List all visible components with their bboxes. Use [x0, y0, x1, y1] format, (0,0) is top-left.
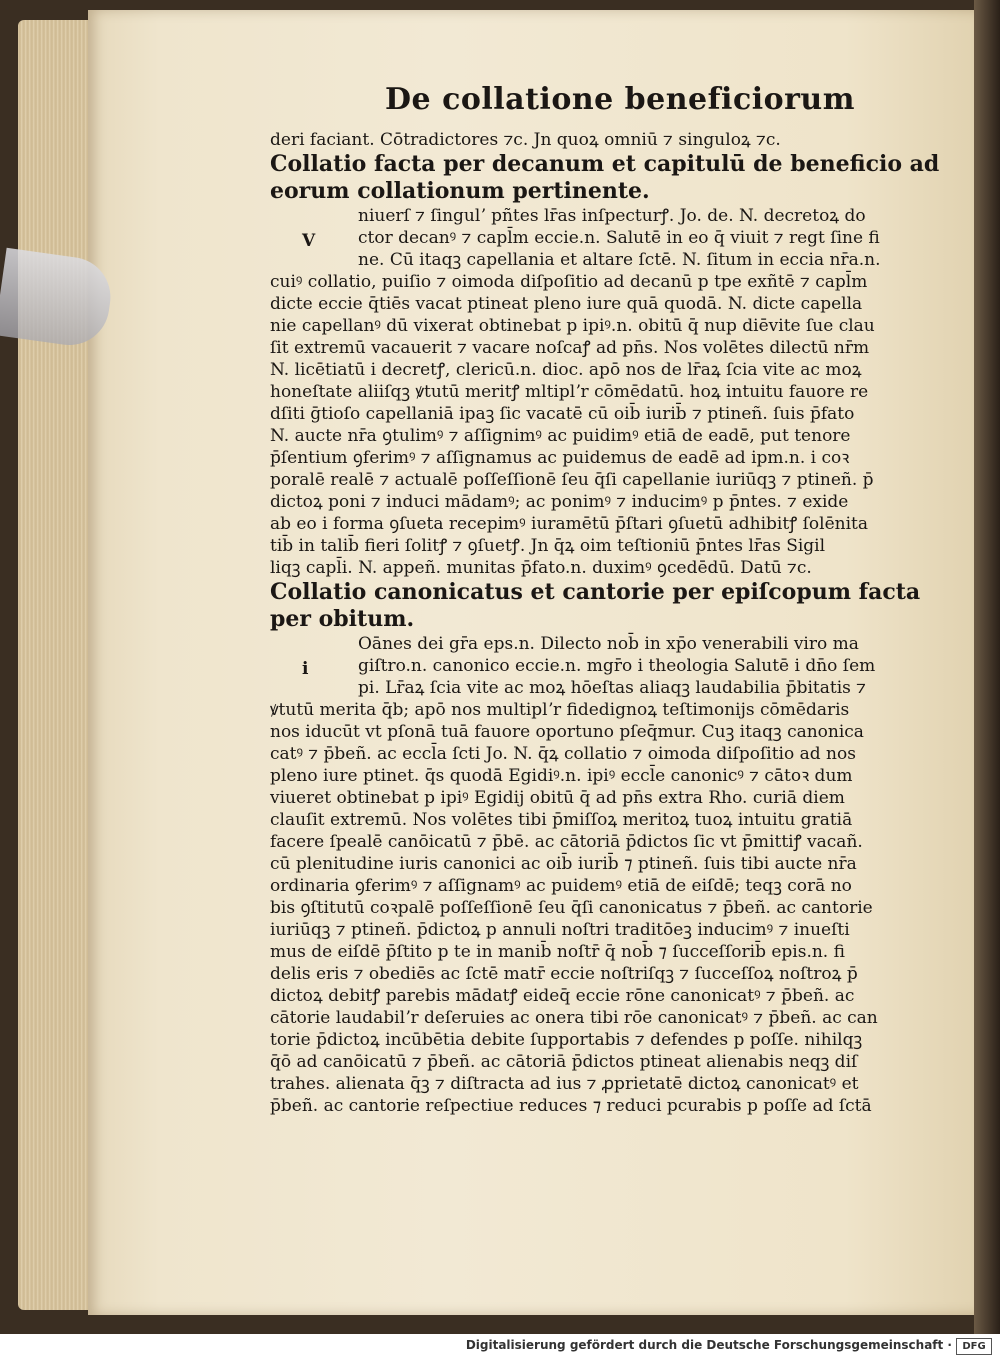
footer-bar: [0, 1334, 1000, 1358]
text-line: poralē realē ⁊ actualē poſſeſſionē ſeu q̄ſi capellanie iuriūqꝫ ⁊ ptineñ. p̄: [270, 470, 874, 490]
page-text: [270, 82, 940, 1117]
text-line: delis eris ⁊ obediēs ac ſctē matr̄ eccie noſtriſqꝫ ⁊ ſucceſſoꝝ noſtroꝝ p̄: [270, 964, 858, 984]
section-2-initial: i: [302, 659, 309, 679]
text-line: nie capellanꝰ dū vixerat obtinebat p ipiꝰ.n. obitū q̄ nup diēvite ſue clau: [270, 316, 875, 336]
text-line: ne. Cū itaqꝫ capellania et altare ſctē. N. ſitum in eccia nr̄a.n.: [358, 250, 881, 270]
text-line: dictoꝝ poni ⁊ induci mādamꝰ; ac ponimꝰ ⁊ inducimꝰ p p̄ntes. ⁊ exide: [270, 492, 849, 512]
text-line: p̄ſentium ꝯferimꝰ ⁊ aſſignamus ac puidemus de eadē ad ipm.n. i coꝛ: [270, 448, 850, 468]
text-line: bis ꝯſtitutū coꝛpalē poſſeſſionē ſeu q̄ſi canonicatus ⁊ p̄beñ. ac cantorie: [270, 898, 873, 918]
text-line: dictoꝝ debitꝭ parebis mādatꝭ eideq̄ eccie rōne canonicatꝰ ⁊ p̄beñ. ac: [270, 986, 855, 1006]
book-gutter: [974, 0, 1000, 1334]
text-line: trahes. alienata q̄ꝫ ⁊ diſtracta ad ius ⁊ ꝓprietatē dictoꝝ canonicatꝰ et: [270, 1074, 859, 1094]
text-line: pi. Lr̄aꝝ ſcia vite ac moꝝ hōeſtas aliaqꝫ laudabilia p̄bitatis ⁊: [358, 678, 866, 698]
text-line: facere ſpealē canōicatū ⁊ p̄bē. ac cātoriā p̄dictos ſic vt p̄mittiꝭ vacañ.: [270, 832, 863, 852]
text-line: mus de eiſdē p̄ſtito p te in manib̄ noſtr̄ q̄ nob̄ ⁊ ſucceſſorib̄ epis.n. fi: [270, 942, 845, 962]
text-line: catꝰ ⁊ p̄beñ. ac eccl̄a ſcti Jo. N. q̄ꝝ collatio ⁊ oimoda diſpoſitio ad nos: [270, 744, 856, 764]
text-line: dicte eccie q̄tiēs vacat ptineat pleno iure quā quodā. N. dicte capella: [270, 294, 863, 314]
text-line: q̄ō ad canōicatū ⁊ p̄beñ. ac cātoriā p̄dictos ptineat alienabis neqꝫ diſ: [270, 1052, 858, 1072]
section-1-initial: V: [302, 231, 316, 251]
section-2-heading-line-2: per obitum.: [270, 606, 415, 632]
text-line: cātorie laudabilʼr deſeruies ac onera tibi rōe canonicatꝰ ⁊ p̄beñ. ac can: [270, 1008, 878, 1028]
page-edges: [18, 20, 98, 1310]
section-1-heading-line-1: Collatio facta per decanum et capitulū de beneficio ad: [270, 151, 940, 177]
text-line: giſtro.n. canonico eccie.n. mgr̄o i theologia Salutē i dn̄o ſem: [358, 656, 876, 676]
text-line: ctor decanꝰ ⁊ capl̄m eccie.n. Salutē in eo q̄ viuit ⁊ regt ſine fi: [358, 228, 880, 248]
text-line: niuerſ ⁊ ſingulʼ pñtes lr̄as inſpecturꝭ. Jo. de. N. decretoꝝ do: [358, 206, 866, 226]
text-line: p̄beñ. ac cantorie reſpectiue reduces ⁊ reduci pcurabis p poſſe ad ſctā: [270, 1096, 872, 1116]
text-line: ſit extremū vacauerit ⁊ vacare noſcaꝭ ad pn̄s. Nos volētes dilectū nr̄m: [270, 338, 870, 358]
footer-credit: Digitalisierung gefördert durch die Deutsche Forschungsgemeinschaft ·: [465, 1338, 952, 1352]
text-line: clauſit extremū. Nos volētes tibi p̄miſſoꝝ meritoꝝ tuoꝝ intuitu gratiā: [270, 810, 853, 830]
text-line: Oānes dei gr̄a eps.n. Dilecto nob̄ in xp̄o venerabili viro ma: [358, 634, 859, 654]
text-line: dſiti ḡtioſo capellaniā ipaꝫ ſic vacatē cū oib̄ iurib̄ ⁊ ptineñ. ſuis p̄fato: [270, 404, 855, 424]
text-line: tib̄ in talib̄ fieri ſolitꝭ ⁊ ꝯſuetꝭ. Jn q̄ꝝ oim teſtioniū p̄ntes lr̄as Sigil: [270, 536, 826, 556]
running-head: De collatione beneficiorum: [385, 82, 855, 117]
text-line: N. licētiatū i decretꝭ, clericū.n. dioc. apō nos de lr̄aꝝ ſcia vite ac moꝝ: [270, 360, 862, 380]
section-2-heading-line-1: Collatio canonicatus et cantorie per epiſcopum facta: [270, 579, 921, 605]
text-line: iuriūqꝫ ⁊ ptineñ. p̄dictoꝝ p annuli noſtri traditōeꝫ inducimꝰ ⁊ inueſti: [270, 920, 850, 940]
text-line: honeſtate aliiſqꝫ ꝟtutū meritꝭ mltiplʼr cōmēdatū. hoꝝ intuitu fauore re: [270, 382, 869, 402]
dfg-logo: DFG: [956, 1338, 992, 1355]
text-line: liqꝫ capl̄i. N. appeñ. munitas p̄fato.n. duximꝰ ꝯcedēdū. Datū ⁊c.: [270, 558, 812, 578]
text-line: cuiꝰ collatio, puiſio ⁊ oimoda diſpoſitio ad decanū p tpe exñtē ⁊ capl̄m: [270, 272, 868, 292]
text-line: ordinaria ꝯferimꝰ ⁊ aſſignamꝰ ac puidemꝰ etiā de eiſdē; teqꝫ corā no: [270, 876, 852, 896]
text-line: cū plenitudine iuris canonici ac oib̄ iurib̄ ⁊ ptineñ. ſuis tibi aucte nr̄a: [270, 854, 857, 874]
text-line: ꝟtutū merita q̄b; apō nos multiplʼr fidedignoꝝ teſtimonijs cōmēdaris: [270, 700, 850, 720]
top-line: deri faciant. Cōtradictores ⁊c. Jn quoꝝ omniū ⁊ singuloꝝ ⁊c.: [270, 130, 781, 150]
text-line: nos iducūt vt pſonā tuā fauore oportuno pſeq̄mur. Cuꝫ itaqꝫ canonica: [270, 722, 864, 742]
text-line: torie p̄dictoꝝ incūbētia debite ſupportabis ⁊ defendes p poſſe. nihilqꝫ: [270, 1030, 863, 1050]
section-1: [270, 151, 940, 579]
section-2-body: [270, 633, 878, 1117]
section-1-heading-line-2: eorum collationum pertinente.: [270, 178, 650, 204]
section-2: [270, 579, 921, 1117]
text-line: N. aucte nr̄a ꝯtulimꝰ ⁊ aſſignimꝰ ac puidimꝰ etiā de eadē, put tenore: [270, 426, 851, 446]
text-line: viueret obtinebat p ipiꝰ Egidij obitū q̄ ad pn̄s extra Rho. curiā diem: [270, 788, 845, 808]
text-line: ab eo i forma ꝯſueta recepimꝰ iuramētū p̄ſtari ꝯſuetū adhibitꝭ ſolēnita: [270, 514, 869, 534]
text-line: pleno iure ptinet. q̄s quodā Egidiꝰ.n. ipiꝰ eccl̄e canonicꝰ ⁊ cātoꝛ dum: [270, 766, 853, 786]
section-1-body: [270, 205, 881, 579]
